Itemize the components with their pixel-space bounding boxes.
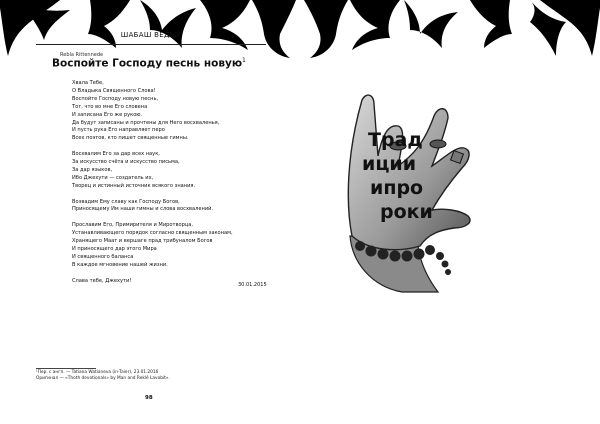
poem-line: Возвадим Ему славу как Господу Богов, xyxy=(72,198,180,205)
author-byline: Rebla Rittennede xyxy=(60,52,104,58)
poem-title-text: Воспойте Господу песнь новую xyxy=(52,57,243,70)
poem-line: Тот, что во мне Его словена xyxy=(72,103,148,110)
poem-title xyxy=(52,57,246,70)
stanza xyxy=(72,80,272,143)
poem-line: Приносящему Им наши гимны и слова восхвалений. xyxy=(72,206,214,213)
poem-line: О Владыка Священного Слова! xyxy=(72,87,156,94)
illustration-title-line: роки xyxy=(380,201,433,223)
poem-line: И священного баланса xyxy=(72,253,134,260)
poem-line: И пусть рука Его направляет перо xyxy=(72,127,165,134)
poem-line: Хранящего Маат и вершаге прад трибуналом Богов xyxy=(72,238,213,245)
poem-line: Слава тебе, Джехути! xyxy=(72,277,132,284)
poem-line: Хвала Тебе, xyxy=(72,80,104,86)
poem-line: Воспойте Господу новую песнь, xyxy=(72,95,159,102)
footnote xyxy=(36,370,170,382)
footnote-mark: 1 xyxy=(242,57,246,64)
illustration-title-line: ипро xyxy=(370,177,424,199)
poem-line: За искусство счёта и искусство письма, xyxy=(72,159,180,166)
footnote-line: Оригинал — «Thoth devotionals» by Man and Reklé Lavobit». xyxy=(36,376,170,381)
poem-line: За дар языков, xyxy=(72,166,113,173)
poem-line: Ибо Джехути — создатель их, xyxy=(72,174,154,181)
page-number: 98 xyxy=(145,395,153,401)
poem-date: 30.01.2015 xyxy=(238,282,267,288)
poem-line: Восхвалим Его за дар всех наук, xyxy=(72,151,160,158)
poem-body xyxy=(72,80,272,293)
poem-line: Творец и истинный источник всякого знания. xyxy=(72,182,196,189)
stanza xyxy=(72,199,272,215)
stanza xyxy=(72,222,272,269)
illustration-title-line: Трад xyxy=(368,129,423,151)
poem-line: В каждое мгновение нашей жизни. xyxy=(72,261,168,268)
illustration-title-line: иции xyxy=(362,153,417,175)
hand-illustration xyxy=(340,86,480,296)
stanza xyxy=(72,151,272,191)
header-rule xyxy=(36,44,266,45)
poem-line: И приносящего дар этого Мира xyxy=(72,245,157,252)
poem-line: Прославим Его, Примирителя и Миротворца, xyxy=(72,222,194,229)
poem-line: Всех поэтов, кто пишет священные гимны. xyxy=(72,135,189,142)
footnote-line: ¹Пер. с англ. — Tatiana Watianeva (in-Taier), 23.01.2016 xyxy=(36,370,159,375)
poem-line: Да будут записаны и прочтены для Него восхваленья, xyxy=(72,119,220,126)
footnote-rule xyxy=(36,368,96,369)
poem-line: И записана Его же рукою. xyxy=(72,111,143,118)
poem-line: Устанавливающего порядок согласно священным законам, xyxy=(72,230,233,237)
running-head: ШАБАШ ВЕДЬМ xyxy=(120,31,182,39)
